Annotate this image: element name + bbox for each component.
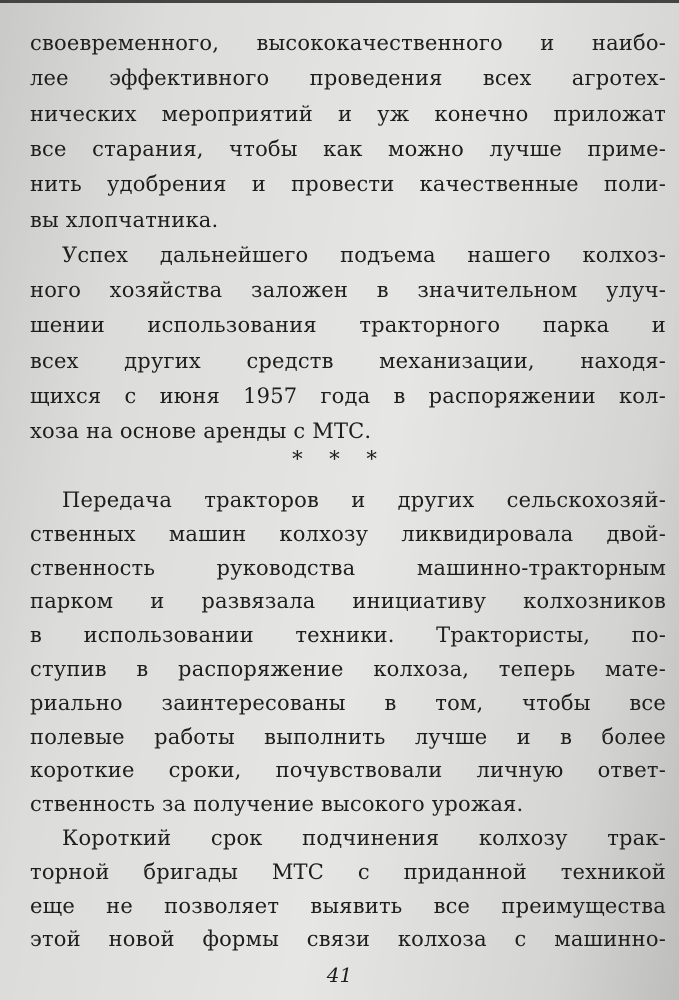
text-line: хоза на основе аренды с МТС. — [30, 419, 372, 444]
text-line: вы хлопчатника. — [30, 207, 219, 232]
text-line: нических мероприятий и уж конечно приложат — [30, 101, 666, 126]
text-line: Короткий срок подчинения колхозу трак- — [62, 826, 666, 850]
text-line: короткие сроки, почувствовали личную ответ- — [30, 758, 666, 783]
text-line: этой новой формы связи колхоза с машинно- — [30, 927, 666, 952]
text-line: ственность руководства машинно-тракторным — [30, 555, 666, 580]
text-line: риально заинтересованы в том, чтобы все — [30, 690, 666, 715]
text-line: лее эффективного проведения всех агротех- — [30, 66, 666, 91]
text-line: еще не позволяет выявить все преимущества — [30, 893, 666, 918]
text-line: всех других средств механизации, находя- — [30, 348, 666, 373]
page-top-edge — [0, 0, 679, 3]
text-line: ственность за получение высокого урожая. — [30, 792, 524, 817]
text-line: Передача тракторов и других сельскохозяй- — [62, 488, 666, 512]
text-line: щихся с июня 1957 года в распоряжении кол- — [30, 384, 666, 408]
text-line: ственных машин колхозу ликвидировала двой- — [30, 521, 666, 546]
page-number: 41 — [326, 963, 353, 987]
text-line: Успех дальнейшего подъема нашего колхоз- — [62, 242, 666, 267]
text-line: все старания, чтобы как можно лучше приме- — [30, 136, 666, 161]
text-line: парком и развязала инициативу колхозников — [30, 589, 666, 614]
text-line: полевые работы выполнить лучше и в более — [30, 724, 666, 749]
text-line: торной бригады МТС с приданной техникой — [30, 859, 666, 884]
text-line: нить удобрения и провести качественные поли- — [30, 172, 666, 197]
text-line: своевременного, высококачественного и наибо- — [30, 31, 666, 55]
section-separator: * * * — [292, 447, 387, 471]
text-line: шении использования тракторного парка и — [30, 313, 666, 338]
text-line: ного хозяйства заложен в значительном улуч- — [30, 278, 666, 303]
text-line: в использовании техники. Трактористы, по- — [30, 623, 666, 648]
text-line: ступив в распоряжение колхоза, теперь мате- — [30, 657, 666, 681]
